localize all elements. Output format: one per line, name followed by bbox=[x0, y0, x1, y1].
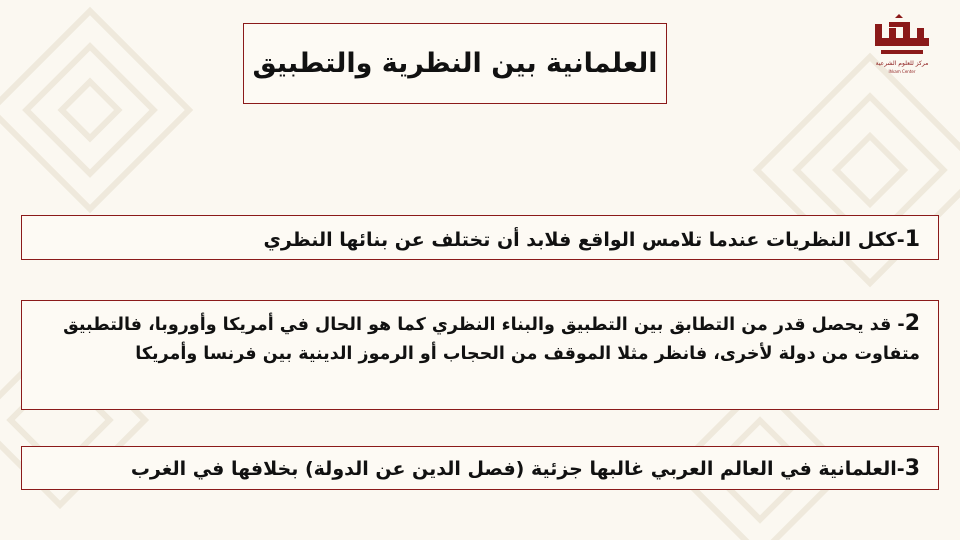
logo-tagline: Ihkam Center bbox=[888, 69, 916, 74]
point-box-1 bbox=[21, 215, 939, 260]
point-text: -ككل النظريات عندما تلامس الواقع فلابد أن تختلف عن بنائها النظري bbox=[263, 229, 905, 251]
point-number: 2 bbox=[904, 311, 920, 336]
point-number: 1 bbox=[904, 227, 920, 252]
brand-logo bbox=[869, 14, 935, 80]
title-box bbox=[243, 23, 667, 104]
point-text: -العلمانية في العالم العربي غالبها جزئية (فصل الدين عن الدولة) بخلافها في الغرب bbox=[130, 458, 905, 480]
point-number: 3 bbox=[904, 456, 920, 481]
slide-title: العلمانية بين النظرية والتطبيق bbox=[252, 48, 658, 79]
logo-mark-icon bbox=[869, 14, 935, 60]
point-box-3 bbox=[21, 446, 939, 490]
logo-subtitle: مركز للعلوم الشرعية bbox=[875, 60, 929, 67]
point-text: - قد يحصل قدر من التطابق بين التطبيق والبناء النظري كما هو الحال في أمريكا وأوروبا، فالتطبيق متفاوت من دولة لأخرى، فانظر مثلا الموقف من الحجاب أو الرموز الدينية بين فرنسا وأمريكا bbox=[63, 315, 920, 364]
point-box-2 bbox=[21, 300, 939, 410]
